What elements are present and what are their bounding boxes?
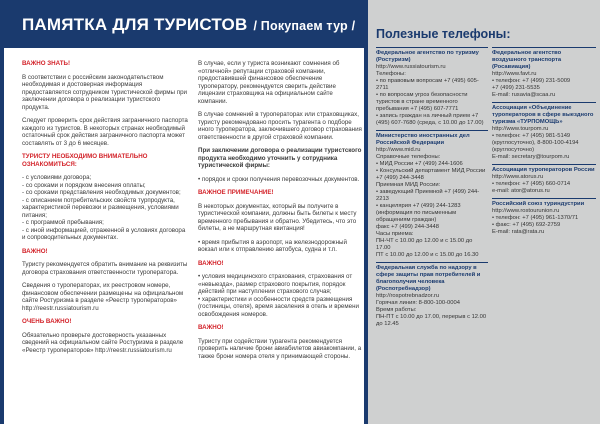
paragraph: В случае сомнений в туроператорах или страховщиках, туристу рекомендовано просить турагента о подборе иного туроператора, заключившего договор страхования ответственности в другой страховой компании.	[198, 111, 362, 141]
agency-name: Ассоциация «Объединение туроператоров в сфере выездного туризма «ТУРПОМОЩЬ»	[492, 102, 596, 126]
contact-line: ПН-ЧТ с 10.00 до 12.00 и с 15.00 до 17.00	[376, 238, 473, 251]
agency-block	[376, 130, 488, 259]
contact-line: http://www.atorus.ru	[492, 174, 544, 180]
column-middle	[198, 60, 362, 366]
contact-line: • телефон: +7 (499) 231-5009	[492, 78, 571, 84]
useful-phones-title: Полезные телефоны:	[376, 27, 511, 41]
contact-line: ПН-ПТ с 10.00 до 17.00, перерыв с 12.00 до 12.45	[376, 314, 487, 327]
agency-block	[492, 102, 596, 161]
agency-name: Министерство иностранных дел Российской Федерации	[376, 130, 488, 147]
list-item: • характеристики и особенности средств размещения (гостиницы, отеля), время заселения в отель и времени освобождения номеров.	[198, 295, 359, 318]
paragraph: В случае, если у туриста возникают сомнения об «отличной» репутации страховой компании, предоставившей финансовое обеспечение туроператору, рекомендуется сверить действие лицензии страховщика на официальном сайте компании.	[198, 60, 340, 105]
contact-line: +7 (499) 231-5535	[492, 85, 540, 91]
list-item: • время прибытия в аэропорт, на железнодорожный вокзал или к отправлению автобуса, судна и т.п.	[198, 238, 347, 253]
contact-line: E-mail: secretary@tourpom.ru	[492, 154, 570, 160]
contact-line: Горячая линия: 8-800-100-0004	[376, 300, 460, 306]
paragraph: Следует проверить срок действия заграничного паспорта каждого из туристов. В некоторых странах необходимый остаточный срок действия заграничного паспорта может составлять от 3 до 6 месяцев.	[22, 117, 188, 147]
contact-line: http://www.favt.ru	[492, 71, 537, 77]
agency-block	[376, 262, 488, 328]
list-item: - с программой пребывания;	[22, 219, 104, 226]
contact-line: Часы приема:	[376, 231, 414, 237]
paragraph: В соответствии с российским законодательством необходимая и достоверная информация предоставляется сотрудником туристической фирмы при заключении договора о реализации туристского продукта.	[22, 73, 187, 111]
contact-line: • МИД России +7 (499) 244-1606	[376, 161, 463, 167]
agency-name: Российский союз туриндустрии	[492, 198, 596, 208]
list-item: - с иной информацией, отраженной в условиях договора и сопроводительных документах.	[22, 226, 186, 241]
list	[198, 273, 362, 318]
list	[198, 239, 362, 254]
paragraph: Туристу рекомендуется обратить внимание на реквизиты договора страхования ответственности туроператора.	[22, 261, 188, 276]
agency-block	[492, 47, 596, 99]
agency-name: Федеральное агентство воздушного транспорта (Росавиация)	[492, 47, 596, 71]
paragraph: Сведения о туроператорах, их реестровом номере, финансовом обеспечении размещены на официальном сайте Ростуризма в разделе «Реестр туроператоров» http://reestr.russiatourism.ru	[22, 282, 184, 312]
heading-important-know: ВАЖНО ЗНАТЬ!	[22, 60, 71, 67]
agency-block	[492, 198, 596, 236]
contact-line: E-mail: rata@rata.ru	[492, 229, 545, 235]
agency-name: Федеральное агентство по туризму (Ростуризм)	[376, 47, 488, 64]
contact-line: http://www.tourpom.ru	[492, 126, 549, 132]
list-item: • условия медицинского страхования, страхования от «невыезда», размер страхового покрытия, порядок действий при наступлении страхового случая;	[198, 273, 353, 295]
heading-note: ВАЖНОЕ ПРИМЕЧАНИЕ!	[198, 189, 274, 196]
contact-line: http://www.mid.ru	[376, 147, 421, 153]
contact-line: • телефон: +7 (495) 961-1370/71	[492, 215, 579, 221]
left-edge-strip	[0, 0, 4, 424]
contact-line: • телефон: +7 (495) 981-5149	[492, 133, 571, 139]
contact-line: http://www.rostourunion.ru	[492, 208, 560, 214]
useful-phones-panel	[368, 0, 600, 424]
page-header	[0, 0, 368, 48]
phones-column-right	[492, 44, 596, 239]
contact-line: • канцелярия +7 (499) 244-1283 (информация по письменным обращениям граждан)	[376, 203, 461, 223]
contact-line: • по правовым вопросам +7 (495) 605-2711	[376, 78, 479, 91]
heading-important: ВАЖНО!	[198, 324, 224, 331]
contact-line: Время работы:	[376, 307, 417, 313]
contact-line: • Консульский департамент МИД России +7 (499) 244-3448	[376, 168, 486, 181]
list	[22, 174, 188, 242]
phones-column-left	[376, 44, 488, 331]
contact-line: • факс: +7 (495) 692-2759	[492, 222, 561, 228]
paragraph: В некоторых документах, который вы получите в туристической компании, должны быть билеты к месту временного пребывания и обратно. Убедитесь, что это билеты, а не маршрутная квитанция!	[198, 202, 357, 232]
list-item: - со сроками и порядком внесения оплаты;	[22, 181, 146, 189]
paragraph: Туристу при содействии турагента рекомендуется проверить наличие брони авиабилетов авиакомпании, а также брони номера отеля у принимающей стороны.	[198, 337, 362, 360]
contact-line: http://rospotrebnadzor.ru	[376, 293, 440, 299]
contact-line: факс +7 (499) 244-3448	[376, 224, 439, 230]
heading-important: ВАЖНО!	[198, 259, 224, 267]
list-item: - со сроками представления необходимых документов;	[22, 189, 181, 196]
list-item: • порядок и сроки получения перевозочных документов.	[198, 175, 360, 183]
page-title	[22, 15, 355, 35]
contact-line: Справочные телефоны:	[376, 154, 441, 160]
agency-name: Ассоциация туроператоров России	[492, 164, 596, 174]
heading-must-read: ТУРИСТУ НЕОБХОДИМО ВНИМАТЕЛЬНО ОЗНАКОМИТЬСЯ:	[22, 153, 148, 168]
contact-line: http://www.russiatourism.ru	[376, 64, 446, 70]
agency-block	[492, 164, 596, 195]
column-left	[22, 60, 188, 360]
contact-line: (круглосуточно), 8-800-100-4194 (круглосуточно)	[492, 140, 579, 153]
contact-line: • заведующий Приемной +7 (499) 244-2213	[376, 189, 480, 202]
list-item: - с описанием потребительских свойств турпродукта, характеристикой перевозки и размещения, условиями питания;	[22, 196, 179, 219]
title-text: ПАМЯТКА ДЛЯ ТУРИСТОВ	[22, 15, 248, 34]
agency-block	[376, 47, 488, 127]
contact-line: • телефон: +7 (495) 660-0714	[492, 181, 571, 187]
page-subtitle: / Покупаем тур /	[253, 19, 356, 33]
contact-line: E-mail: rusavia@scaa.ru	[492, 92, 556, 98]
contact-line: e-mail: ator@atorus.ru	[492, 188, 550, 194]
list-item: - с условиями договора;	[22, 174, 92, 181]
agency-name: Федеральная служба по надзору в сфере защиты прав потребителей и благополучия человека (Роспотребнадзор)	[376, 262, 488, 293]
contact-line: • по вопросам угроз безопасности туристов в стране временного пребывания +7 (495) 607-7771	[376, 92, 468, 112]
paragraph: Обязательно проверьте достоверность указанных сведений на официальном сайте Ростуризма в разделе «Реестр туроператоров» http://reestr.russiatourism.ru	[22, 331, 184, 354]
contact-line: ПТ с 10.00 до 12.00 и с 15.00 до 16.30	[376, 252, 479, 258]
heading-clarify: При заключении договора о реализации туристского продукта необходимо уточнить у сотрудника туристической фирмы:	[198, 147, 362, 169]
heading-very-important: ОЧЕНЬ ВАЖНО!	[22, 318, 72, 325]
contact-line: Телефоны:	[376, 71, 406, 77]
contact-line: • запись граждан на личный прием +7 (495) 607-7680 (среда, с 10.00 до 17.00)	[376, 113, 484, 126]
list	[198, 176, 362, 184]
heading-important: ВАЖНО!	[22, 247, 48, 255]
contact-line: Приемная МИД России:	[376, 182, 441, 188]
